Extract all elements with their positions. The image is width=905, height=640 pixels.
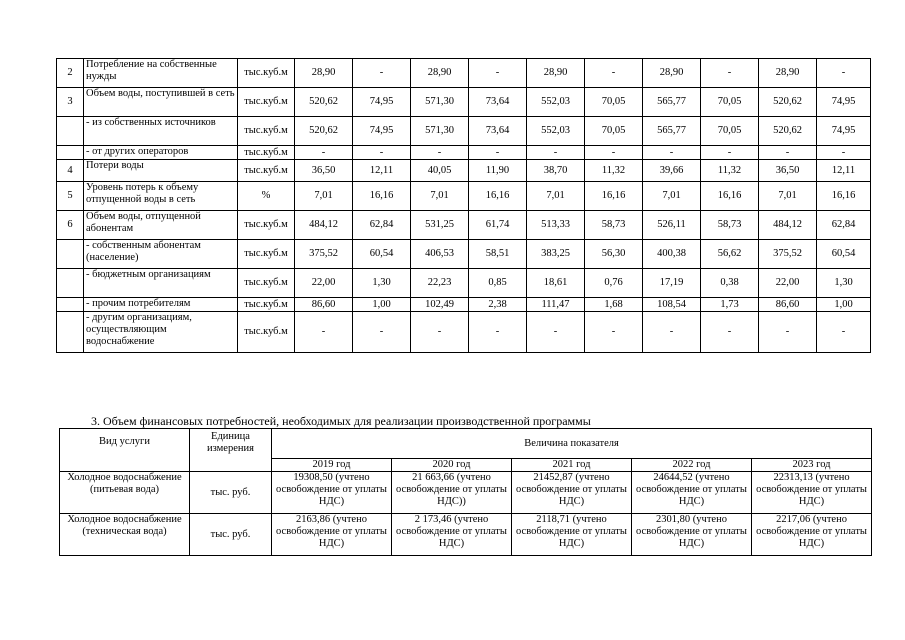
value-cell: 86,60 (759, 298, 817, 312)
value-cell: - (585, 312, 643, 353)
table-row (57, 59, 871, 88)
value-cell: 16,16 (585, 182, 643, 211)
value-cell: - (469, 312, 527, 353)
row-name: Уровень потерь к объему отпущенной воды в сеть (84, 182, 238, 211)
value-cell: 11,90 (469, 160, 527, 182)
row-number (57, 269, 84, 298)
value-cell: 526,11 (643, 211, 701, 240)
table-row (57, 160, 871, 182)
unit-cell: тыс.куб.м (238, 269, 295, 298)
value-cell: 60,54 (353, 240, 411, 269)
value-cell: - (353, 312, 411, 353)
value-cell: 0,38 (701, 269, 759, 298)
row-name: - другим организациям, осуществляющим водоснабжение (84, 312, 238, 353)
value-cell: 17,19 (643, 269, 701, 298)
value-cell: 102,49 (411, 298, 469, 312)
value-cell: 40,05 (411, 160, 469, 182)
value-cell: 1,00 (353, 298, 411, 312)
value-cell: 484,12 (295, 211, 353, 240)
value-cell: 531,25 (411, 211, 469, 240)
value-cell: - (527, 312, 585, 353)
value-cell: 74,95 (353, 88, 411, 117)
value-cell: - (643, 146, 701, 160)
value-cell: 520,62 (759, 88, 817, 117)
table-row (57, 312, 871, 353)
value-cell: 70,05 (701, 88, 759, 117)
value-cell: 520,62 (759, 117, 817, 146)
value-cell: 74,95 (817, 117, 871, 146)
value-cell: 56,30 (585, 240, 643, 269)
value-cell: 2,38 (469, 298, 527, 312)
value-cell: 7,01 (295, 182, 353, 211)
value-cell: - (701, 146, 759, 160)
value-cell: 62,84 (353, 211, 411, 240)
header-service: Вид услуги (60, 429, 190, 472)
service-name: Холодное водоснабжение (питьевая вода) (60, 472, 190, 514)
unit-cell: тыс.куб.м (238, 117, 295, 146)
value-cell: 28,90 (643, 59, 701, 88)
value-cell: 36,50 (759, 160, 817, 182)
value-cell: 12,11 (353, 160, 411, 182)
value-cell: 2163,86 (учтено освобождение от уплаты НДС) (272, 514, 392, 556)
value-cell: - (701, 59, 759, 88)
table-row (57, 211, 871, 240)
value-cell: - (295, 312, 353, 353)
unit-cell: тыс.куб.м (238, 211, 295, 240)
value-cell: 375,52 (295, 240, 353, 269)
value-cell: - (759, 312, 817, 353)
year-header: 2023 год (752, 459, 872, 472)
value-cell: 24644,52 (учтено освобождение от уплаты НДС) (632, 472, 752, 514)
value-cell: 28,90 (295, 59, 353, 88)
value-cell: - (411, 146, 469, 160)
value-cell: 86,60 (295, 298, 353, 312)
section-3-title: 3. Объем финансовых потребностей, необходимых для реализации производственной программы (91, 414, 591, 428)
value-cell: 58,73 (585, 211, 643, 240)
value-cell: 1,00 (817, 298, 871, 312)
value-cell: 406,53 (411, 240, 469, 269)
water-balance-table-body (57, 59, 871, 353)
value-cell: 520,62 (295, 117, 353, 146)
value-cell: 7,01 (527, 182, 585, 211)
value-cell: 383,25 (527, 240, 585, 269)
unit-cell: тыс. руб. (190, 472, 272, 514)
value-cell: 11,32 (585, 160, 643, 182)
table-row (60, 514, 872, 556)
value-cell: 19308,50 (учтено освобождение от уплаты НДС) (272, 472, 392, 514)
value-cell: 70,05 (701, 117, 759, 146)
value-cell: 70,05 (585, 117, 643, 146)
unit-cell: тыс.куб.м (238, 88, 295, 117)
value-cell: 7,01 (643, 182, 701, 211)
value-cell: 375,52 (759, 240, 817, 269)
table-row (57, 146, 871, 160)
value-cell: 1,73 (701, 298, 759, 312)
row-name: Объем воды, поступившей в сеть (84, 88, 238, 117)
value-cell: 73,64 (469, 117, 527, 146)
value-cell: 2 173,46 (учтено освобождение от уплаты НДС) (392, 514, 512, 556)
value-cell: 16,16 (353, 182, 411, 211)
water-balance-table (56, 58, 871, 353)
row-number (57, 117, 84, 146)
value-cell: 16,16 (701, 182, 759, 211)
value-cell: - (759, 146, 817, 160)
value-cell: - (643, 312, 701, 353)
value-cell: 28,90 (759, 59, 817, 88)
value-cell: 513,33 (527, 211, 585, 240)
row-name: - собственным абонентам (население) (84, 240, 238, 269)
value-cell: 16,16 (817, 182, 871, 211)
row-number: 5 (57, 182, 84, 211)
unit-cell: тыс.куб.м (238, 146, 295, 160)
value-cell: - (469, 146, 527, 160)
value-cell: 38,70 (527, 160, 585, 182)
value-cell: 58,73 (701, 211, 759, 240)
row-number (57, 312, 84, 353)
value-cell: - (295, 146, 353, 160)
value-cell: 28,90 (411, 59, 469, 88)
value-cell: 22,00 (295, 269, 353, 298)
value-cell: 22,23 (411, 269, 469, 298)
value-cell: 520,62 (295, 88, 353, 117)
value-cell: - (585, 146, 643, 160)
row-name: - из собственных источников (84, 117, 238, 146)
value-cell: 22,00 (759, 269, 817, 298)
value-cell: 58,51 (469, 240, 527, 269)
value-cell: - (527, 146, 585, 160)
value-cell: 7,01 (759, 182, 817, 211)
table-row (60, 472, 872, 514)
value-cell: 11,32 (701, 160, 759, 182)
row-number: 3 (57, 88, 84, 117)
value-cell: 1,30 (817, 269, 871, 298)
value-cell: 18,61 (527, 269, 585, 298)
table-row (57, 298, 871, 312)
value-cell: - (353, 59, 411, 88)
value-cell: 111,47 (527, 298, 585, 312)
year-header: 2020 год (392, 459, 512, 472)
unit-cell: тыс.куб.м (238, 240, 295, 269)
value-cell: - (353, 146, 411, 160)
value-cell: - (701, 312, 759, 353)
value-cell: 70,05 (585, 88, 643, 117)
value-cell: 552,03 (527, 88, 585, 117)
row-number (57, 240, 84, 269)
value-cell: 12,11 (817, 160, 871, 182)
value-cell: 400,38 (643, 240, 701, 269)
value-cell: 74,95 (353, 117, 411, 146)
value-cell: 565,77 (643, 117, 701, 146)
table-row (57, 88, 871, 117)
value-cell: - (411, 312, 469, 353)
value-cell: - (817, 59, 871, 88)
value-cell: 571,30 (411, 88, 469, 117)
table-row (57, 182, 871, 211)
value-cell: 108,54 (643, 298, 701, 312)
row-number: 4 (57, 160, 84, 182)
value-cell: 22313,13 (учтено освобождение от уплаты НДС) (752, 472, 872, 514)
value-cell: - (817, 146, 871, 160)
row-name: Потери воды (84, 160, 238, 182)
value-cell: 1,68 (585, 298, 643, 312)
value-cell: 571,30 (411, 117, 469, 146)
table-row (57, 269, 871, 298)
unit-cell: тыс. руб. (190, 514, 272, 556)
row-name: - от других операторов (84, 146, 238, 160)
unit-cell: тыс.куб.м (238, 312, 295, 353)
row-name: - прочим потребителям (84, 298, 238, 312)
row-name: Потребление на собственные нужды (84, 59, 238, 88)
financial-needs-table (59, 428, 872, 556)
row-number (57, 298, 84, 312)
header-unit: Единица измерения (190, 429, 272, 472)
value-cell: 2301,80 (учтено освобождение от уплаты НДС) (632, 514, 752, 556)
value-cell: 21 663,66 (учтено освобождение от уплаты НДС)) (392, 472, 512, 514)
value-cell: 39,66 (643, 160, 701, 182)
value-cell: 552,03 (527, 117, 585, 146)
value-cell: 74,95 (817, 88, 871, 117)
value-cell: 62,84 (817, 211, 871, 240)
service-name: Холодное водоснабжение (техническая вода) (60, 514, 190, 556)
table-row (57, 240, 871, 269)
value-cell: 0,85 (469, 269, 527, 298)
value-cell: 16,16 (469, 182, 527, 211)
value-cell: 0,76 (585, 269, 643, 298)
value-cell: 56,62 (701, 240, 759, 269)
value-cell: 2217,06 (учтено освобождение от уплаты НДС) (752, 514, 872, 556)
value-cell: - (817, 312, 871, 353)
value-cell: - (469, 59, 527, 88)
value-cell: 1,30 (353, 269, 411, 298)
row-number: 6 (57, 211, 84, 240)
row-name: Объем воды, отпущенной абонентам (84, 211, 238, 240)
year-header: 2022 год (632, 459, 752, 472)
unit-cell: % (238, 182, 295, 211)
value-cell: 484,12 (759, 211, 817, 240)
unit-cell: тыс.куб.м (238, 298, 295, 312)
value-cell: 73,64 (469, 88, 527, 117)
row-number: 2 (57, 59, 84, 88)
value-cell: 565,77 (643, 88, 701, 117)
year-header: 2019 год (272, 459, 392, 472)
unit-cell: тыс.куб.м (238, 59, 295, 88)
value-cell: 21452,87 (учтено освобождение от уплаты НДС) (512, 472, 632, 514)
value-cell: 7,01 (411, 182, 469, 211)
header-value: Величина показателя (272, 429, 872, 459)
value-cell: 61,74 (469, 211, 527, 240)
unit-cell: тыс.куб.м (238, 160, 295, 182)
table-row (57, 117, 871, 146)
value-cell: 60,54 (817, 240, 871, 269)
year-header: 2021 год (512, 459, 632, 472)
value-cell: - (585, 59, 643, 88)
value-cell: 36,50 (295, 160, 353, 182)
row-number (57, 146, 84, 160)
value-cell: 28,90 (527, 59, 585, 88)
value-cell: 2118,71 (учтено освобождение от уплаты НДС) (512, 514, 632, 556)
table-header-row (60, 429, 872, 459)
row-name: - бюджетным организациям (84, 269, 238, 298)
